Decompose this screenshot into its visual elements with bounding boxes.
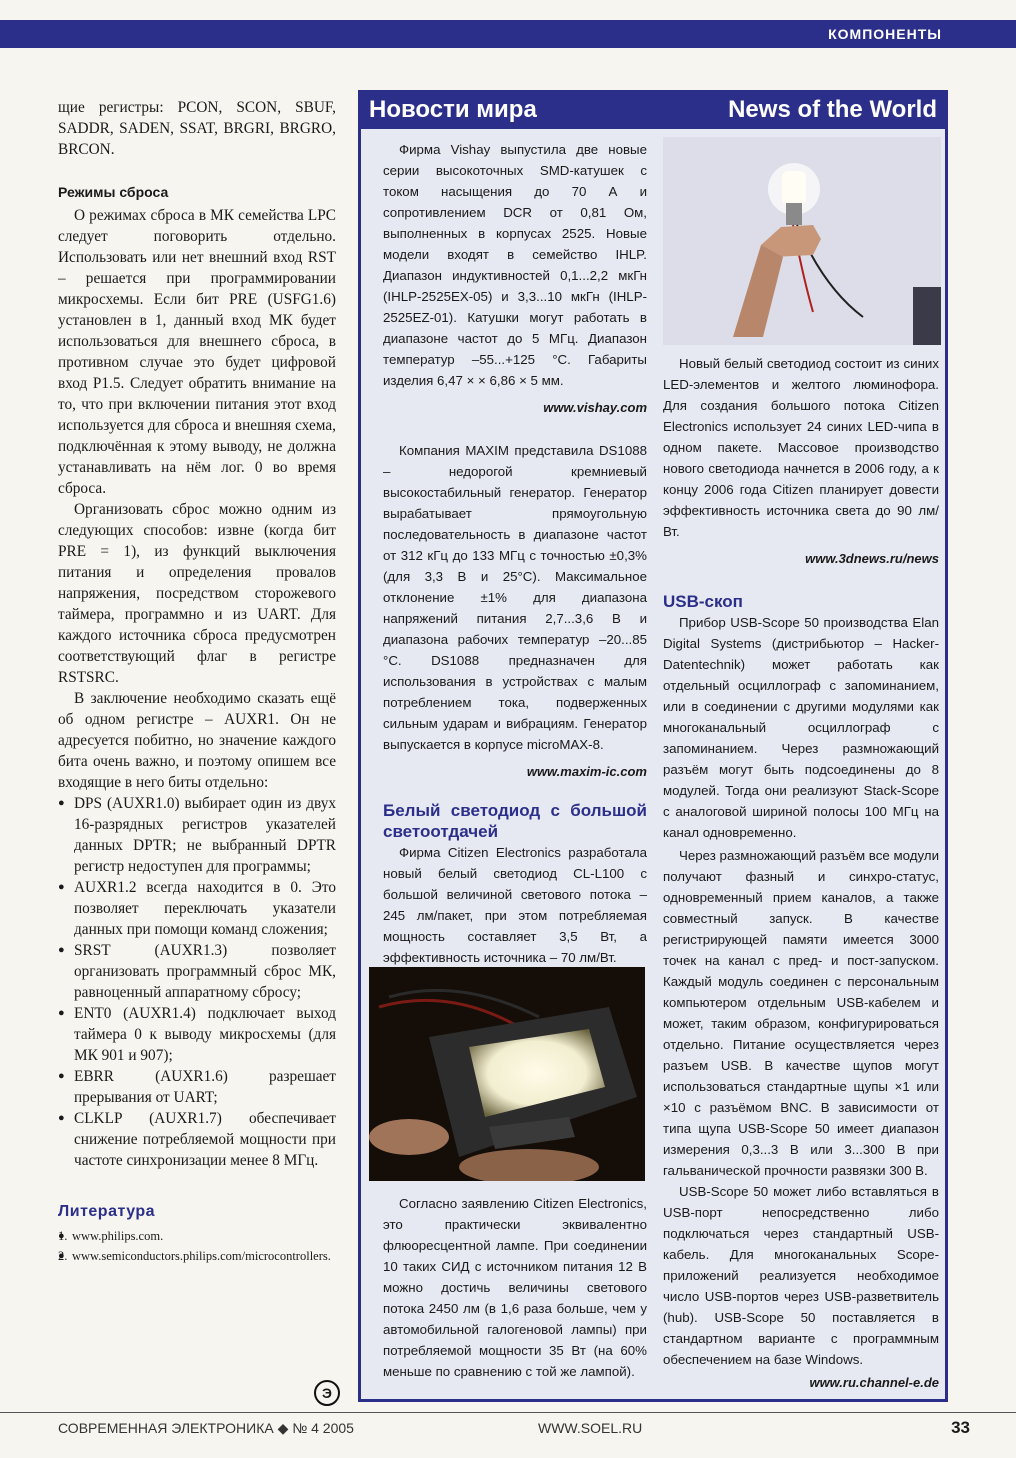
reset-paragraph-2: Организовать сброс можно одним из следующих способов: извне (когда бит PRE = 1), из функций выключения питания и определения провалов напряжения, посредством сторожевого таймера, программно и из UART. Для каждого источника сброса предусмотрен соответствующий флаг в регистре RSTSRC. (58, 501, 336, 686)
intro-paragraph: щие регистры: PCON, SCON, SBUF, SADDR, SADEN, SSAT, BRGRI, BRGRO, BRCON. (58, 99, 336, 158)
section-header-band (0, 20, 1016, 48)
vishay-paragraph: Фирма Vishay выпустила две новые серии высокоточных SMD-катушек с током насыщения до 70 А и сопротивлением DCR от 0,81 Ом, выполненных в корпусах 2525. Новые модели входят в семейство IHLP. Диапазон индуктивностей 0,1...2,2 мкГн (IHLP-2525EX-05) и 3,3...10 мкГн (IHLP-2525EZ-01). Катушки могут работать в диапазоне частот до 5 МГц. Диапазон температур –55...+125 °C. Габариты изделия 6,47 × × 6,86 × 5 мм. (383, 142, 647, 388)
footer-site[interactable]: WWW.SOEL.RU (538, 1420, 643, 1436)
maxim-url[interactable]: www.maxim-ic.com (526, 764, 647, 779)
literature-number: ● 1. (58, 1229, 68, 1243)
led-paragraph-1: Фирма Citizen Electronics разработала новый белый светодиод CL-L100 с большой величиной светового потока – 245 лм/пакет, при этом потребляемая мощность составляет 3,5 Вт, а эффективность источника – 70 лм/Вт. (383, 845, 647, 965)
led-url[interactable]: www.3dnews.ru/news (805, 551, 939, 566)
news-left-column-bottom (383, 1193, 647, 1382)
list-item: ● AUXR1.2 всегда находится в 0. Это позволяет переключать указатели данных при помощи команд сложения; (58, 877, 336, 940)
footer-magazine: СОВРЕМЕННАЯ ЭЛЕКТРОНИКА ◆ № 4 2005 (58, 1420, 354, 1436)
led-hand-image (663, 137, 941, 345)
page-number: 33 (951, 1418, 970, 1437)
list-item: ● SRST (AUXR1.3) позволяет организовать программный сброс МК, равноценный аппаратному сбросу; (58, 940, 336, 1003)
news-right-column (663, 353, 939, 1393)
usb-paragraph-3: USB-Scope 50 может либо вставляться в USB-порт непосредственно либо подключаться через стандартный USB-кабель. Для многоканальных Scope-приложений реализуется необходимое число USB-портов через USB-разветвитель (hub). USB-Scope 50 поставляется в стандартном варианте с программным обеспечением на базе Windows. (663, 1184, 939, 1367)
left-column (58, 97, 336, 1266)
literature-item (58, 1246, 336, 1266)
news-title-bar (361, 93, 945, 129)
literature-link[interactable]: www.philips.com. (72, 1229, 164, 1243)
usb-url[interactable]: www.ru.channel-e.de (809, 1375, 939, 1390)
literature-heading: Литература (58, 1203, 156, 1220)
list-item: ● CLKLP (AUXR1.7) обеспечивает снижение потребляемой мощности при частоте синхронизации менее 8 МГц. (58, 1108, 336, 1171)
led-paragraph-2: Согласно заявлению Citizen Electronics, это практически эквивалентно флюоресцентной лампе. При соединении 10 таких СИД с источником питания 12 В можно достичь величины светового потока 2450 лм (в 1,6 раза больше, чем у автомобильной галогеновой лампы) при потребляемой мощности 35 Вт (на 60% меньше по сравнению с той же лампой). (383, 1196, 647, 1379)
reset-paragraph-1: О режимах сброса в МК семейства LPC следует поговорить отдельно. Использовать или нет внешний вход RST – решается при программировании микросхемы. Если бит PRE (USFG1.6) установлен в 1, данный вход МК будет использоваться для внешнего сброса, в противном случае это будет цифровой вход P1.5. Следует обратить внимание на то, что при включении питания этот вход используется для сброса и внешняя схема, подключённая к этому выводу, не должна устанавливать на нём лог. 0 во время сброса. (58, 207, 336, 497)
reset-modes-heading: Режимы сброса (58, 184, 169, 200)
news-title-en: News of the World (728, 96, 937, 123)
magazine-logo-icon: Э (314, 1380, 340, 1406)
led-panel-photo (369, 967, 645, 1181)
list-item: ● DPS (AUXR1.0) выбирает один из двух 16-разрядных регистров указателей данных DPTR; не выбранный DPTR регистр недоступен для программы; (58, 793, 336, 877)
usb-scope-heading: USB-скоп (663, 592, 743, 611)
vishay-url[interactable]: www.vishay.com (543, 400, 647, 415)
led-paragraph-3: Новый белый светодиод состоит из синих LED-элементов и желтого люминофора. Для создания большого потока Citizen Electronics использует 24 синих LED-чипа в одном пакете. Массовое производство нового светодиода начнется в 2006 году, а к концу 2006 года Citizen планирует довести эффективность источника света до 90 лм/Вт. (663, 356, 939, 539)
news-of-the-world-box (358, 90, 948, 1402)
footer-divider (0, 1412, 1016, 1413)
literature-link[interactable]: www.semiconductors.philips.com/microcontrollers. (72, 1249, 331, 1263)
list-item: ● ENT0 (AUXR1.4) подключает выход таймера 0 к выводу микросхемы (для МК 901 и 907); (58, 1003, 336, 1066)
news-title-ru: Новости мира (369, 96, 537, 123)
list-item: ● EBRR (AUXR1.6) разрешает прерывания от UART; (58, 1066, 336, 1108)
literature-list (58, 1226, 336, 1266)
led-panel-image (369, 967, 645, 1181)
auxr1-bit-list (58, 793, 336, 1171)
literature-item (58, 1226, 336, 1246)
led-heading: Белый светодиод с большой светоотдачей (383, 801, 647, 841)
usb-paragraph-1: Прибор USB-Scope 50 производства Elan Digital Systems (дистрибьютор – Hacker-Datentechnik) может работать как отдельный осциллограф с запоминанием, или в соединении с другими модулями как многоканальный осциллограф с запоминанием. Через размножающий разъём могут быть подсоединены до 8 модулей. Тогда они реализуют Stack-Scope с аналоговой шириной полосы 100 МГц на канал одновременно. (663, 615, 939, 840)
auxr1-paragraph: В заключение необходимо сказать ещё об одном регистре – AUXR1. Он не адресуется побитно, но значение каждого бита очень важно, и поэтому опишем все входящие в него биты отдельно: (58, 690, 336, 791)
usb-paragraph-2: Через размножающий разъём все модули получают фазный и синхро-статус, одновременный прием каналов, а также совместный запуск. В качестве регистрирующей памяти имеется 3000 точек на канал с пред- и пост-запуском. Каждый модуль соединен с персональным компьютером отдельным USB-кабелем и может, таким образом, конфигурироваться отдельно. Питание осуществляется через разъем USB. В качестве щупов могут использоваться стандартные щупы ×1 или ×10 с разъёмом BNC. В зависимости от типа щупа USB-Scope 50 имеет диапазон измерения 0,3...3 В или 3...300 В при гальванической прочности развязки 300 В. (663, 848, 939, 1178)
literature-number: ● 2. (58, 1249, 68, 1263)
maxim-paragraph: Компания MAXIM представила DS1088 – недорогой кремниевый высокостабильный генератор. Генератор вырабатывает прямоугольную последовательность в диапазоне частот от 312 кГц до 133 МГц с точностью ±0,3% (для 3,3 В и 25°C). Максимальное отклонение ±1% для диапазона напряжений питания 2,7...3,6 В и диапазона рабочих температур –20...85 °C. DS1088 предназначен для использования в устройствах с малым потреблением тока, подверженных сильным ударам и вибрациям. Генератор выпускается в корпусе microMAX-8. (383, 443, 647, 752)
news-left-column (383, 139, 647, 968)
led-hand-photo (663, 137, 941, 345)
section-title: КОМПОНЕНТЫ (828, 26, 942, 42)
